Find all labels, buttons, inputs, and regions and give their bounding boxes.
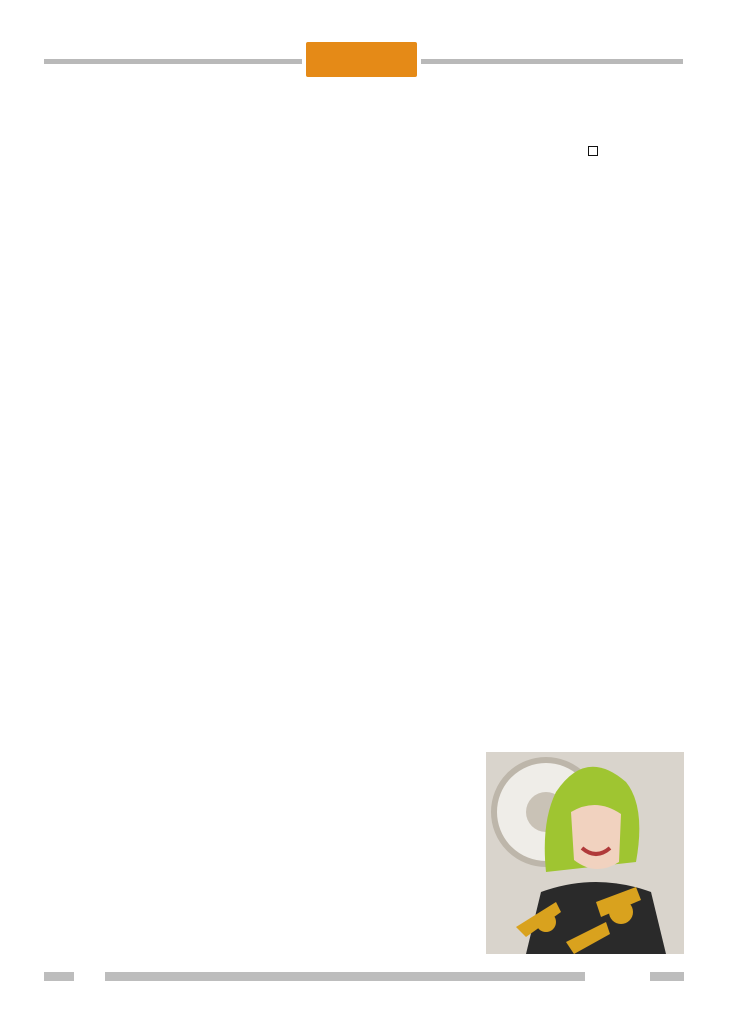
options	[486, 146, 684, 160]
footer-rule-left	[44, 972, 74, 981]
header-rule-left	[44, 59, 302, 64]
column-1	[44, 104, 244, 160]
option	[486, 146, 585, 160]
singer-with-trophy-illustration	[486, 752, 684, 954]
footer-rule-right	[650, 972, 684, 981]
header-rule-right	[421, 59, 683, 64]
award-photo	[486, 752, 684, 954]
column-2	[265, 104, 463, 174]
option	[585, 146, 684, 160]
section-title	[306, 42, 417, 77]
end-mark-icon	[588, 146, 598, 156]
question-40	[486, 146, 684, 160]
column-3	[486, 104, 684, 167]
footer-rule-middle	[105, 972, 585, 981]
